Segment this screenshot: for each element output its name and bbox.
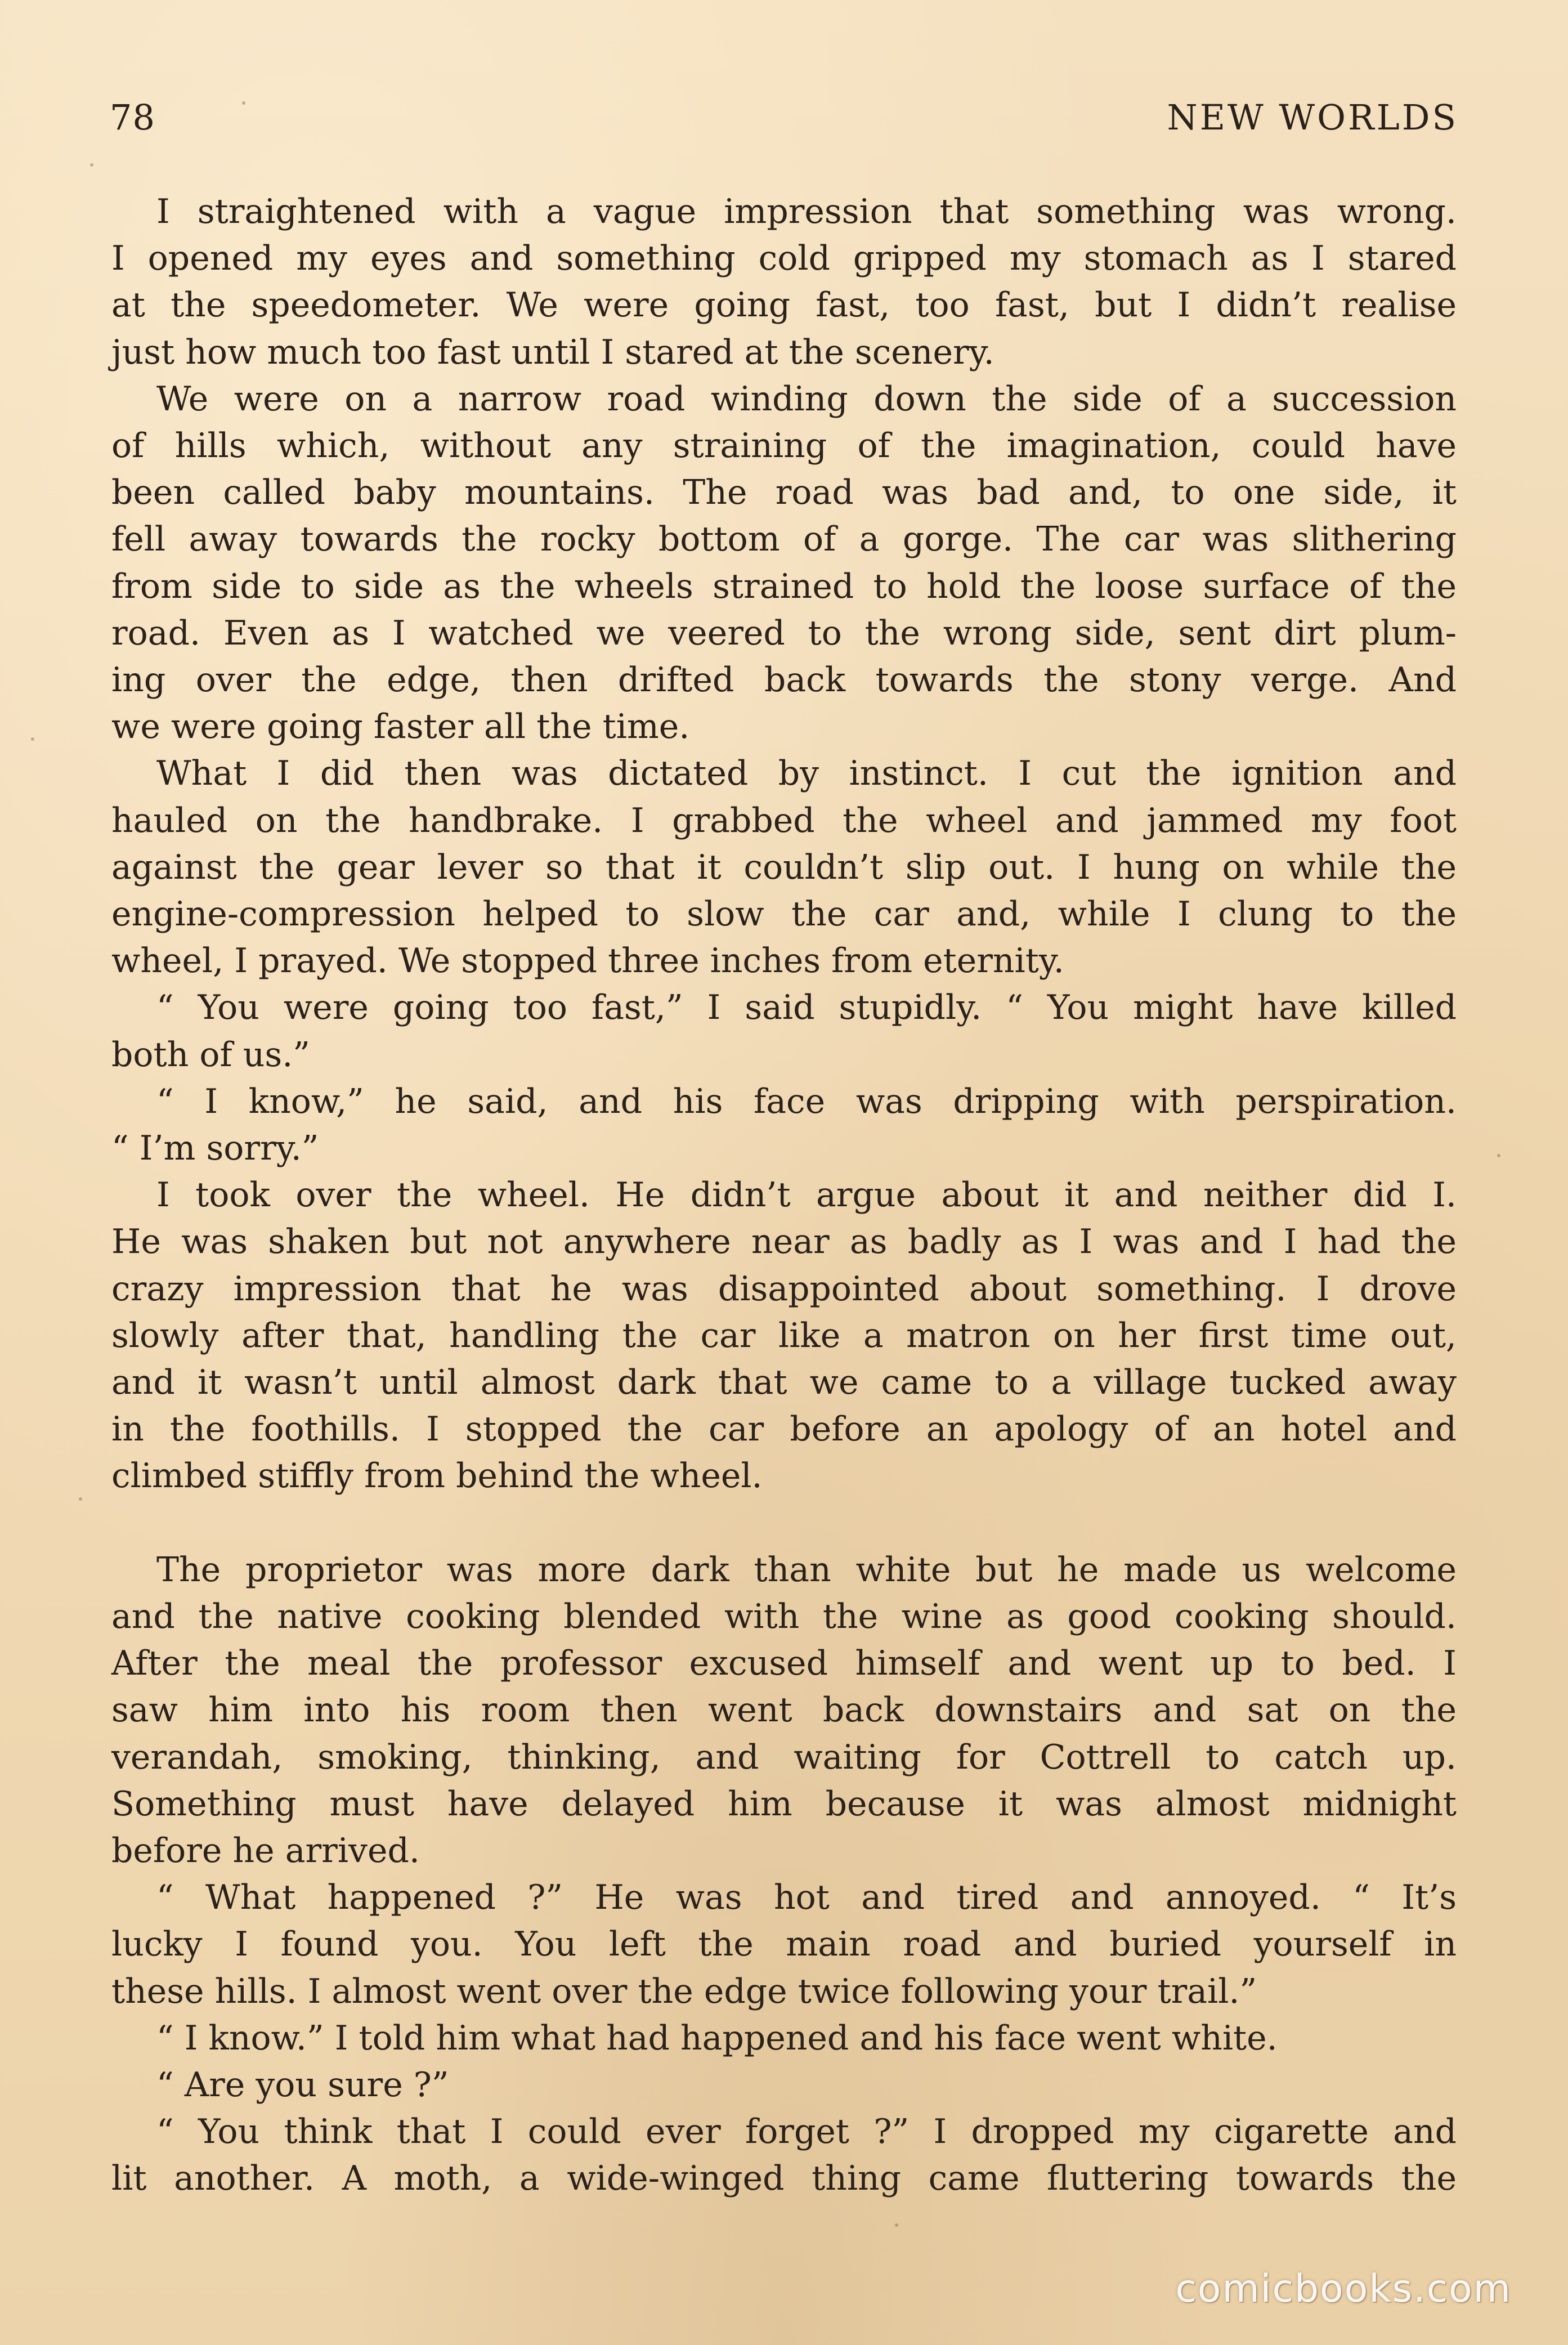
text-line: lit another. A moth, a wide-winged thing came fluttering towards the bbox=[111, 2159, 1457, 2199]
text-line: before he arrived. bbox=[111, 1831, 420, 1870]
text-line: I opened my eyes and something cold gripped my stomach as I stared bbox=[111, 239, 1457, 279]
page-header bbox=[110, 97, 1458, 147]
text-line: He was shaken but not anywhere near as badly as I was and I had the bbox=[111, 1222, 1457, 1262]
text-line: climbed stiffly from behind the wheel. bbox=[111, 1456, 763, 1496]
paragraph bbox=[111, 189, 1457, 376]
page-number: 78 bbox=[110, 97, 155, 138]
text-line: wheel, I prayed. We stopped three inches from eternity. bbox=[111, 941, 1064, 981]
text-line: against the gear lever so that it couldn’t slip out. I hung on while the bbox=[111, 847, 1457, 887]
paragraph bbox=[111, 2062, 1457, 2109]
text-line: “ I know,” he said, and his face was dripping with perspiration. bbox=[156, 1081, 1457, 1121]
text-line: “ Are you sure ?” bbox=[156, 2065, 449, 2105]
paragraph bbox=[111, 2015, 1457, 2062]
paragraph bbox=[111, 1172, 1457, 1500]
text-line: “ You think that I could ever forget ?” I dropped my cigarette and bbox=[156, 2112, 1457, 2152]
text-line: I took over the wheel. He didn’t argue about it and neither did I. bbox=[156, 1175, 1457, 1215]
text-line: been called baby mountains. The road was bad and, to one side, it bbox=[111, 473, 1457, 513]
text-line: fell away towards the rocky bottom of a gorge. The car was slithering bbox=[111, 520, 1457, 560]
text-line: “ I know.” I told him what had happened and his face went white. bbox=[156, 2018, 1278, 2058]
paragraph bbox=[111, 1547, 1457, 1874]
text-line: we were going faster all the time. bbox=[111, 707, 690, 747]
text-line: saw him into his room then went back downstairs and sat on the bbox=[111, 1690, 1457, 1730]
text-line: in the foothills. I stopped the car before an apology of an hotel and bbox=[111, 1409, 1457, 1449]
paragraph bbox=[111, 376, 1457, 751]
paragraph bbox=[111, 984, 1457, 1078]
paper-speck bbox=[79, 1497, 82, 1501]
text-line: Something must have delayed him because it was almost midnight bbox=[111, 1784, 1457, 1824]
text-line: road. Even as I watched we veered to the wrong side, sent dirt plum- bbox=[111, 613, 1457, 653]
text-line: What I did then was dictated by instinct. I cut the ignition and bbox=[156, 754, 1457, 794]
text-line: just how much too fast until I stared at the scenery. bbox=[111, 332, 994, 372]
text-line: and the native cooking blended with the wine as good cooking should. bbox=[111, 1596, 1457, 1636]
text-line: hauled on the handbrake. I grabbed the wheel and jammed my foot bbox=[111, 800, 1457, 840]
running-head: NEW WORLDS bbox=[1167, 97, 1458, 138]
text-line: I straightened with a vague impression that something was wrong. bbox=[156, 192, 1457, 231]
text-line: “ What happened ?” He was hot and tired and annoyed. “ It’s bbox=[156, 1878, 1457, 1918]
text-line: crazy impression that he was disappointed about something. I drove bbox=[111, 1269, 1457, 1309]
text-line: these hills. I almost went over the edge twice following your trail.” bbox=[111, 1971, 1257, 2011]
text-line: lucky I found you. You left the main road and buried yourself in bbox=[111, 1925, 1457, 1964]
paragraph bbox=[111, 1078, 1457, 1172]
text-line: “ You were going too fast,” I said stupidly. “ You might have killed bbox=[156, 988, 1457, 1028]
text-line: After the meal the professor excused himself and went up to bed. I bbox=[111, 1644, 1457, 1684]
text-line: both of us.” bbox=[111, 1035, 310, 1075]
paper-speck bbox=[1497, 1154, 1500, 1157]
paper-speck bbox=[895, 2223, 898, 2227]
paper-speck bbox=[90, 163, 93, 167]
text-line: and it wasn’t until almost dark that we came to a village tucked away bbox=[111, 1363, 1457, 1403]
text-line: of hills which, without any straining of the imagination, could have bbox=[111, 426, 1457, 466]
text-line: ing over the edge, then drifted back towards the stony verge. And bbox=[111, 660, 1457, 700]
text-line: engine-compression helped to slow the car and, while I clung to the bbox=[111, 894, 1457, 934]
watermark-logo: comicbooks.com bbox=[1175, 2267, 1512, 2311]
paper-speck bbox=[31, 737, 34, 741]
text-line: The proprietor was more dark than white but he made us welcome bbox=[156, 1550, 1457, 1590]
text-line: “ I’m sorry.” bbox=[111, 1129, 319, 1169]
paragraph bbox=[111, 1874, 1457, 2015]
paragraph bbox=[111, 2109, 1457, 2202]
body-text bbox=[111, 189, 1457, 2203]
text-line: slowly after that, handling the car like a matron on her first time out, bbox=[111, 1315, 1457, 1355]
paragraph bbox=[111, 750, 1457, 984]
text-line: verandah, smoking, thinking, and waiting for Cottrell to catch up. bbox=[111, 1737, 1457, 1777]
text-line: from side to side as the wheels strained to hold the loose surface of the bbox=[111, 566, 1457, 606]
text-line: at the speedometer. We were going fast, too fast, but I didn’t realise bbox=[111, 285, 1457, 325]
text-line: We were on a narrow road winding down the side of a succession bbox=[156, 379, 1457, 419]
section-break bbox=[111, 1500, 1457, 1547]
